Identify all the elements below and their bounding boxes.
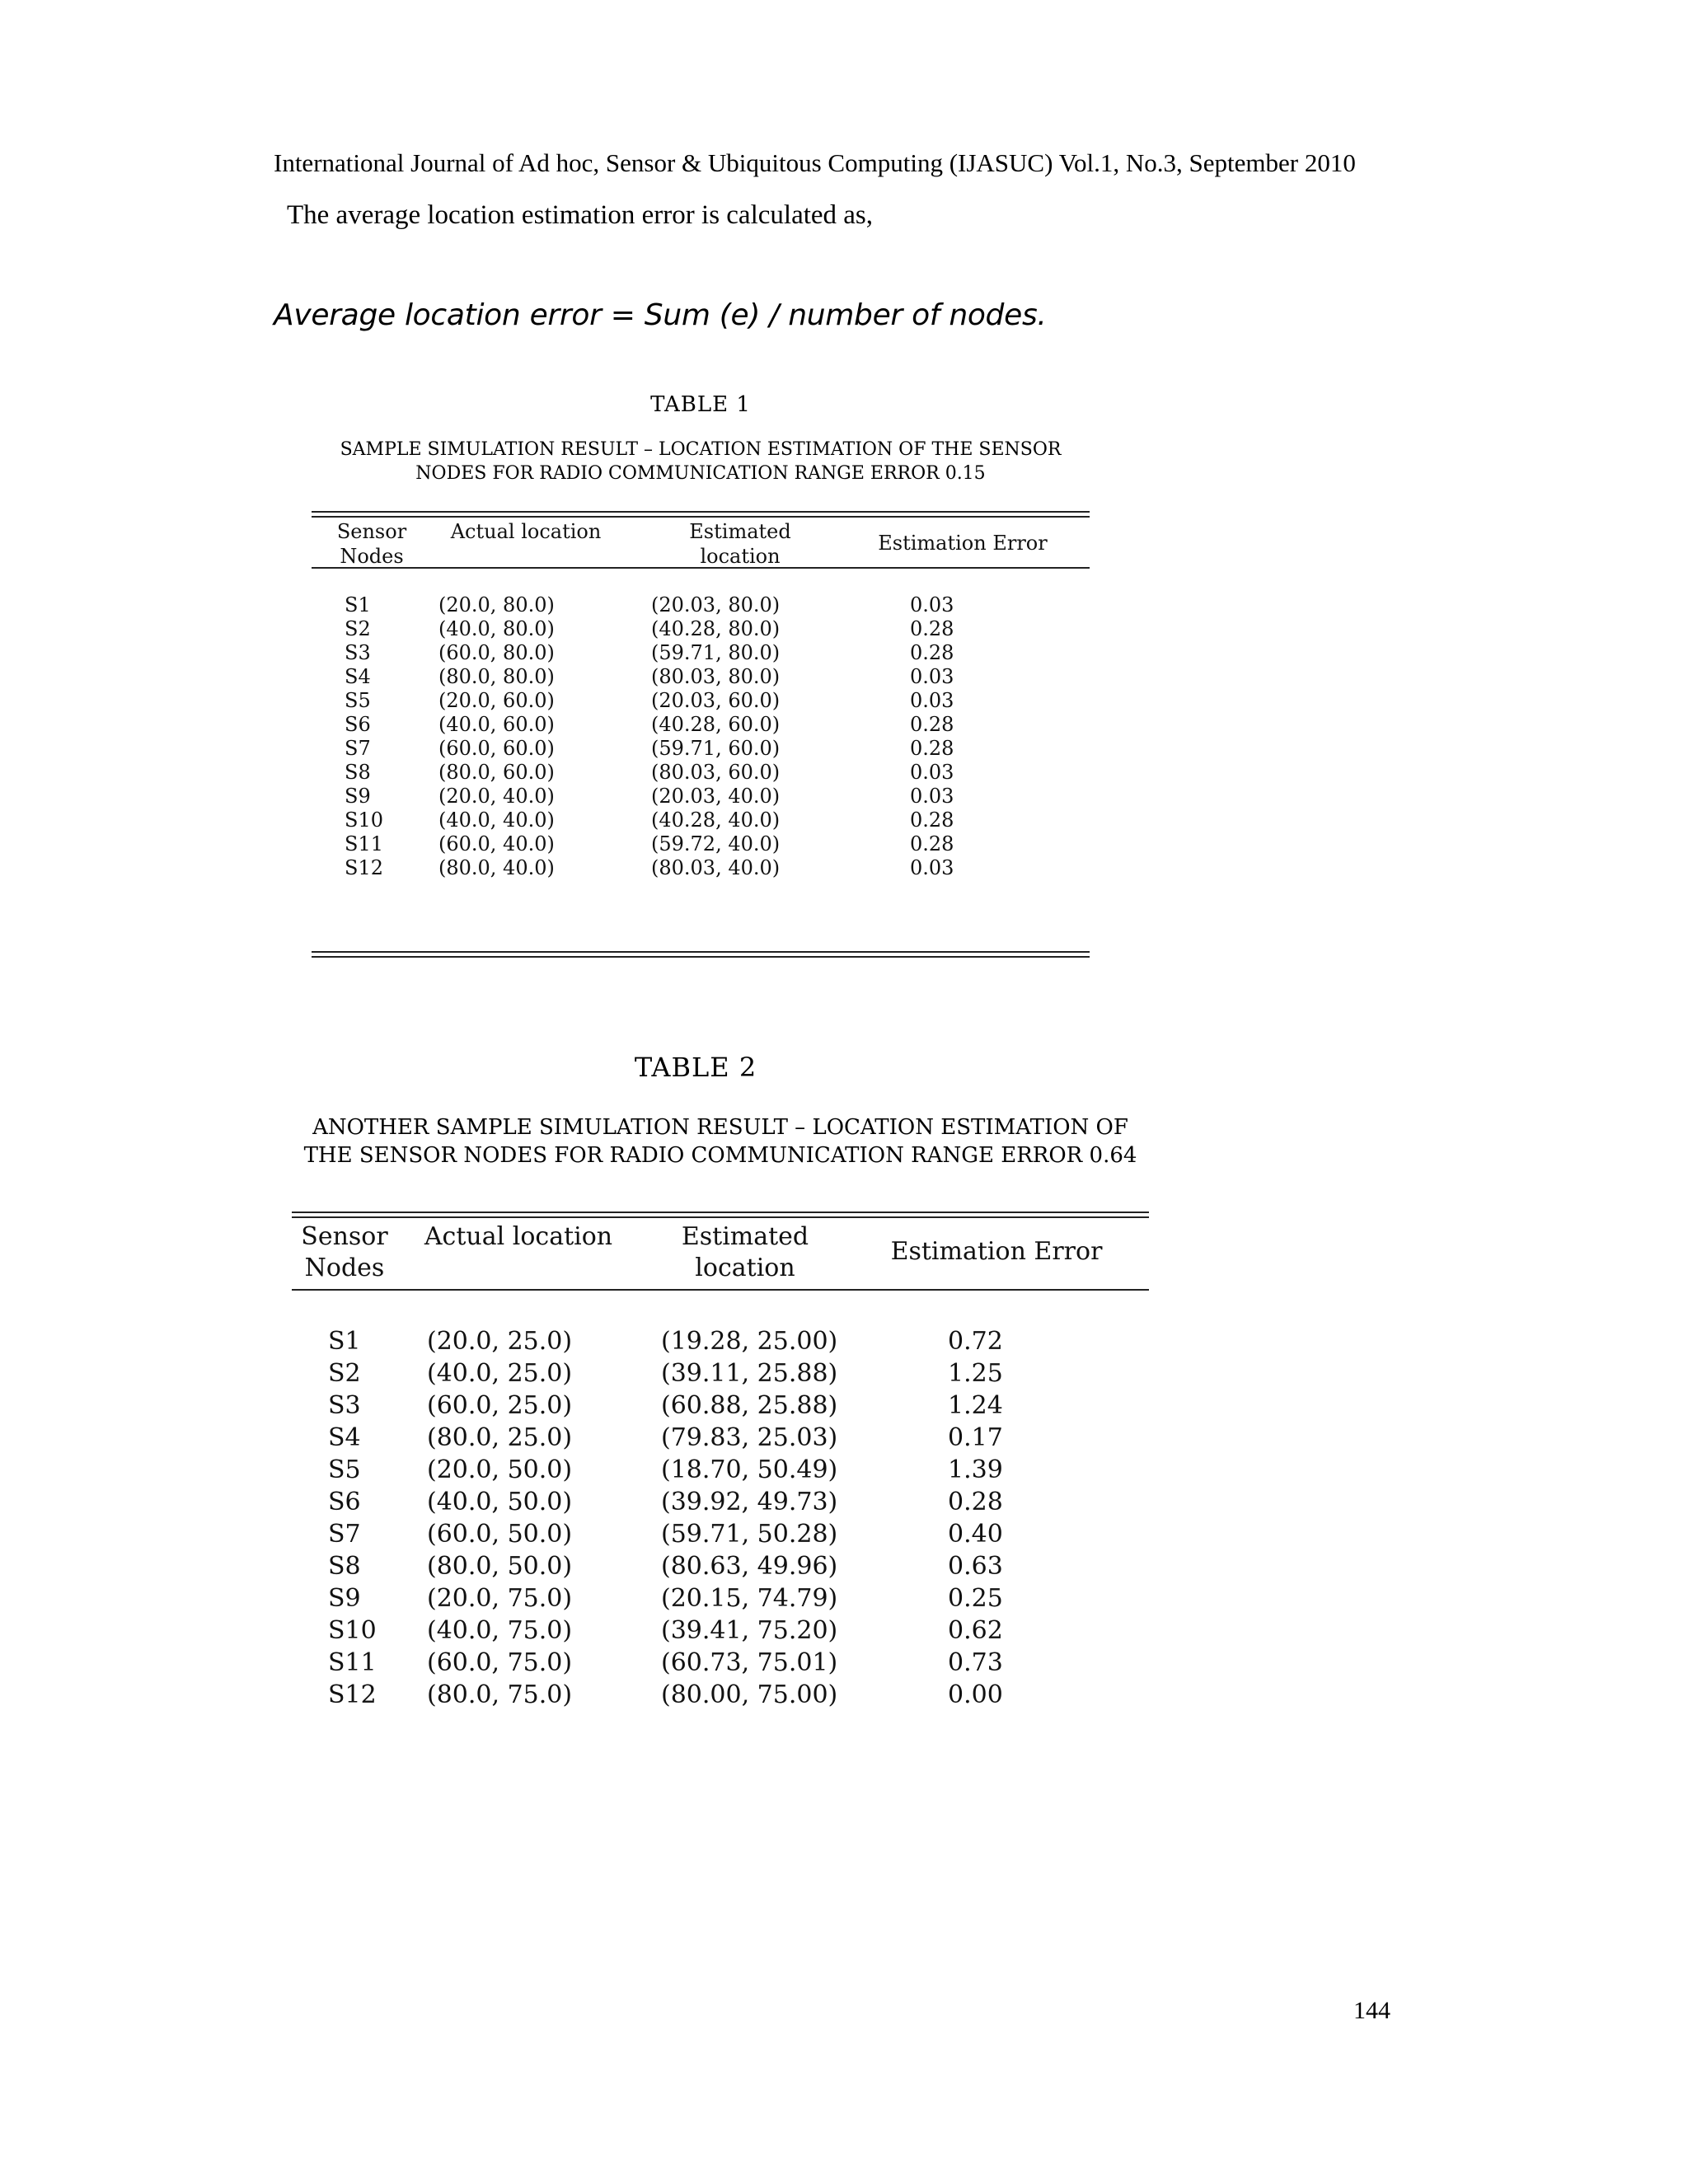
cell-estimation-error: 0.72 [948,1327,1003,1356]
cell-estimated-location: (80.03, 80.0) [651,665,781,688]
cell-actual-location: (80.0, 75.0) [427,1680,573,1709]
cell-estimated-location: (59.71, 60.0) [651,737,781,760]
cell-estimation-error: 0.28 [910,808,954,832]
cell-estimation-error: 1.25 [948,1359,1003,1388]
cell-estimation-error: 0.28 [910,832,954,855]
table-row [312,808,1090,832]
cell-sensor-node: S3 [345,641,371,664]
table-header-rule [312,567,1090,569]
cell-sensor-node: S8 [345,761,371,784]
cell-estimation-error: 1.39 [948,1455,1003,1484]
header-actual-location: Actual location [450,520,602,543]
cell-actual-location: (40.0, 60.0) [438,713,555,736]
cell-estimation-error: 0.03 [910,761,954,784]
table-label: TABLE 1 [650,392,751,417]
cell-estimation-error: 0.73 [948,1648,1003,1677]
cell-actual-location: (80.0, 50.0) [427,1552,573,1581]
header-estimation-error: Estimation Error [890,1237,1103,1266]
cell-sensor-node: S11 [328,1648,377,1677]
header-text: Nodes [340,545,404,568]
cell-actual-location: (20.0, 25.0) [427,1327,573,1356]
cell-sensor-node: S7 [345,737,371,760]
cell-actual-location: (60.0, 75.0) [427,1648,573,1677]
header-text: Sensor [301,1222,388,1251]
cell-actual-location: (60.0, 80.0) [438,641,555,664]
cell-estimation-error: 0.03 [910,856,954,879]
cell-sensor-node: S1 [345,593,371,616]
cell-estimated-location: (40.28, 40.0) [651,808,781,832]
cell-estimation-error: 0.03 [910,665,954,688]
cell-estimation-error: 1.24 [948,1391,1003,1420]
table-row [292,1488,1149,1520]
cell-estimated-location: (20.15, 74.79) [661,1584,838,1613]
table-row [312,689,1090,713]
cell-sensor-node: S10 [328,1616,377,1645]
table-row [312,617,1090,641]
cell-estimated-location: (80.63, 49.96) [661,1552,838,1581]
header-text: location [695,1253,795,1282]
cell-estimation-error: 0.03 [910,785,954,808]
table-caption-line: THE SENSOR NODES FOR RADIO COMMUNICATION RANGE ERROR 0.64 [303,1142,1137,1168]
cell-actual-location: (20.0, 50.0) [427,1455,573,1484]
cell-estimated-location: (59.72, 40.0) [651,832,781,855]
cell-actual-location: (40.0, 25.0) [427,1359,573,1388]
table-caption-line: SAMPLE SIMULATION RESULT – LOCATION ESTIMATION OF THE SENSOR [340,439,1062,460]
cell-estimated-location: (39.41, 75.20) [661,1616,838,1645]
cell-estimation-error: 0.28 [948,1488,1003,1516]
table-label: TABLE 2 [634,1052,757,1083]
table-row [292,1648,1149,1680]
cell-sensor-node: S2 [345,617,371,640]
cell-actual-location: (40.0, 80.0) [438,617,555,640]
cell-sensor-node: S5 [345,689,371,712]
running-header: International Journal of Ad hoc, Sensor & Ubiquitous Computing (IJASUC) Vol.1, No.3, September 2010 [274,148,1356,177]
cell-actual-location: (40.0, 75.0) [427,1616,573,1645]
table-row [312,713,1090,737]
cell-estimation-error: 0.17 [948,1423,1003,1452]
average-error-formula: Average location error = Sum (e) / number of nodes. [274,298,1047,332]
cell-sensor-node: S12 [328,1680,377,1709]
table-row [292,1391,1149,1423]
cell-sensor-node: S6 [345,713,371,736]
cell-estimated-location: (39.92, 49.73) [661,1488,838,1516]
cell-actual-location: (20.0, 60.0) [438,689,555,712]
cell-estimated-location: (18.70, 50.49) [661,1455,838,1484]
cell-estimated-location: (80.00, 75.00) [661,1680,838,1709]
header-sensor-nodes [295,1221,394,1283]
page-number: 144 [1353,1997,1390,2024]
header-text: Estimated [681,1222,809,1251]
cell-actual-location: (80.0, 60.0) [438,761,555,784]
table-row [292,1552,1149,1584]
table-row [292,1680,1149,1713]
table-row [312,737,1090,761]
cell-estimated-location: (80.03, 40.0) [651,856,781,879]
table-row [292,1423,1149,1455]
table-caption [312,438,1090,485]
table-row [292,1359,1149,1391]
table-top-rule [292,1212,1149,1218]
cell-sensor-node: S7 [328,1520,361,1549]
cell-sensor-node: S9 [345,785,371,808]
cell-actual-location: (80.0, 25.0) [427,1423,573,1452]
cell-sensor-node: S3 [328,1391,361,1420]
header-estimation-error: Estimation Error [878,532,1048,555]
cell-estimation-error: 0.40 [948,1520,1003,1549]
cell-estimation-error: 0.63 [948,1552,1003,1581]
cell-sensor-node: S2 [328,1359,361,1388]
table-row [312,665,1090,689]
header-text: Sensor [336,520,407,543]
cell-sensor-node: S10 [345,808,383,832]
cell-sensor-node: S6 [328,1488,361,1516]
table-header-rule [292,1289,1149,1291]
cell-estimated-location: (20.03, 60.0) [651,689,781,712]
intro-paragraph: The average location estimation error is calculated as, [287,200,874,230]
cell-actual-location: (40.0, 50.0) [427,1488,573,1516]
cell-estimation-error: 0.28 [910,617,954,640]
cell-actual-location: (80.0, 80.0) [438,665,555,688]
table-caption-line: ANOTHER SAMPLE SIMULATION RESULT – LOCATION ESTIMATION OF [312,1115,1128,1140]
cell-estimated-location: (80.03, 60.0) [651,761,781,784]
cell-estimation-error: 0.62 [948,1616,1003,1645]
cell-actual-location: (20.0, 75.0) [427,1584,573,1613]
header-actual-location: Actual location [424,1222,613,1251]
cell-estimation-error: 0.00 [948,1680,1003,1709]
cell-estimated-location: (20.03, 40.0) [651,785,781,808]
cell-actual-location: (60.0, 50.0) [427,1520,573,1549]
cell-sensor-node: S4 [328,1423,361,1452]
table-row [312,641,1090,665]
header-estimated-location [654,1221,836,1283]
table-row [312,761,1090,785]
cell-estimated-location: (20.03, 80.0) [651,593,781,616]
table-row [292,1327,1149,1359]
cell-actual-location: (60.0, 60.0) [438,737,555,760]
header-text: Estimated [689,520,791,543]
cell-estimated-location: (40.28, 80.0) [651,617,781,640]
table-2 [292,1047,1149,1731]
cell-estimated-location: (60.73, 75.01) [661,1648,838,1677]
header-sensor-nodes [326,519,417,569]
table-row [312,785,1090,808]
cell-estimation-error: 0.28 [910,713,954,736]
cell-actual-location: (40.0, 40.0) [438,808,555,832]
cell-estimated-location: (59.71, 80.0) [651,641,781,664]
cell-estimated-location: (79.83, 25.03) [661,1423,838,1452]
cell-actual-location: (60.0, 40.0) [438,832,555,855]
cell-estimated-location: (59.71, 50.28) [661,1520,838,1549]
cell-actual-location: (20.0, 80.0) [438,593,555,616]
cell-sensor-node: S4 [345,665,371,688]
table-caption [292,1114,1149,1170]
header-text: Nodes [304,1253,385,1282]
table-bottom-rule [312,951,1090,958]
table-row [312,832,1090,856]
table-top-rule [312,511,1090,518]
cell-sensor-node: S8 [328,1552,361,1581]
cell-estimation-error: 0.25 [948,1584,1003,1613]
cell-actual-location: (80.0, 40.0) [438,856,555,879]
cell-estimated-location: (39.11, 25.88) [661,1359,838,1388]
cell-estimated-location: (40.28, 60.0) [651,713,781,736]
cell-estimation-error: 0.03 [910,689,954,712]
header-text: location [700,545,781,568]
cell-sensor-node: S11 [345,832,383,855]
cell-estimation-error: 0.28 [910,641,954,664]
table-row [312,856,1090,880]
cell-estimated-location: (19.28, 25.00) [661,1327,838,1356]
table-row [292,1455,1149,1488]
header-estimated-location [658,519,823,569]
cell-actual-location: (20.0, 40.0) [438,785,555,808]
cell-sensor-node: S12 [345,856,383,879]
table-1 [312,387,1090,964]
cell-sensor-node: S9 [328,1584,361,1613]
cell-actual-location: (60.0, 25.0) [427,1391,573,1420]
table-row [292,1584,1149,1616]
cell-sensor-node: S1 [328,1327,361,1356]
table-caption-line: NODES FOR RADIO COMMUNICATION RANGE ERROR 0.15 [415,462,986,484]
cell-estimation-error: 0.28 [910,737,954,760]
cell-estimation-error: 0.03 [910,593,954,616]
table-row [292,1520,1149,1552]
cell-estimated-location: (60.88, 25.88) [661,1391,838,1420]
table-row [292,1616,1149,1648]
cell-sensor-node: S5 [328,1455,361,1484]
table-row [312,593,1090,617]
